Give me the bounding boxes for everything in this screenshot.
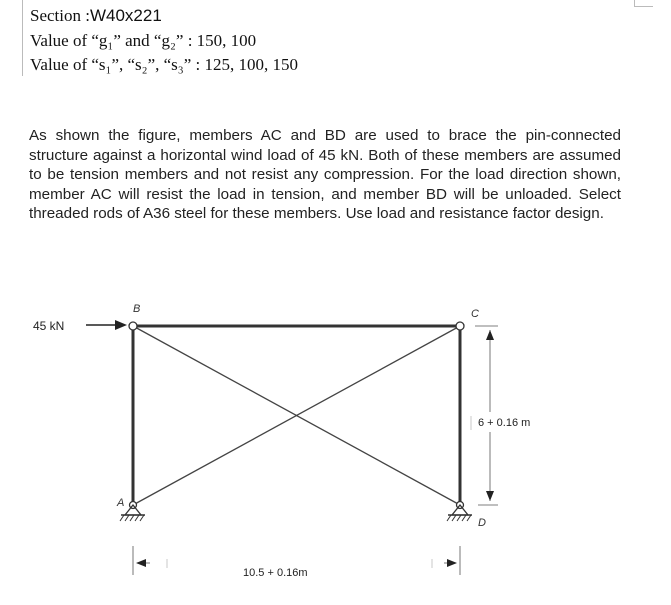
node-label-b: B (133, 303, 141, 315)
support-d (447, 502, 472, 522)
height-dimension (471, 326, 498, 505)
pin-b (129, 322, 137, 330)
pin-c (456, 322, 464, 330)
g-values-line: Value of “g₁” and “g₂” : 150, 100 (30, 31, 257, 50)
section-label: Section : (30, 6, 90, 25)
problem-statement: As shown the figure, members AC and BD are used to brace the pin-connected structure against a horizontal wind load of 45 kN. Both of these members are assumed to be tension members and not resist any compression. For the load direction shown, member AC will resist the load in tension, and member BD will be unloaded. Select threaded rods of A36 steel for these members. Use load and resistance factor design. (29, 127, 621, 223)
load-arrow (86, 320, 127, 330)
width-label: 10.5 + 0.16m (243, 567, 308, 579)
s-values-line: Value of “s₁”, “s₂”, “s₃” : 125, 100, 150 (30, 55, 298, 74)
height-label: 6 + 0.16 m (478, 417, 531, 429)
node-label-c: C (471, 308, 479, 320)
load-label: 45 kN (33, 319, 65, 333)
node-label-a: A (117, 497, 125, 509)
section-value: W40x221 (89, 6, 162, 25)
node-label-d: D (478, 517, 486, 529)
